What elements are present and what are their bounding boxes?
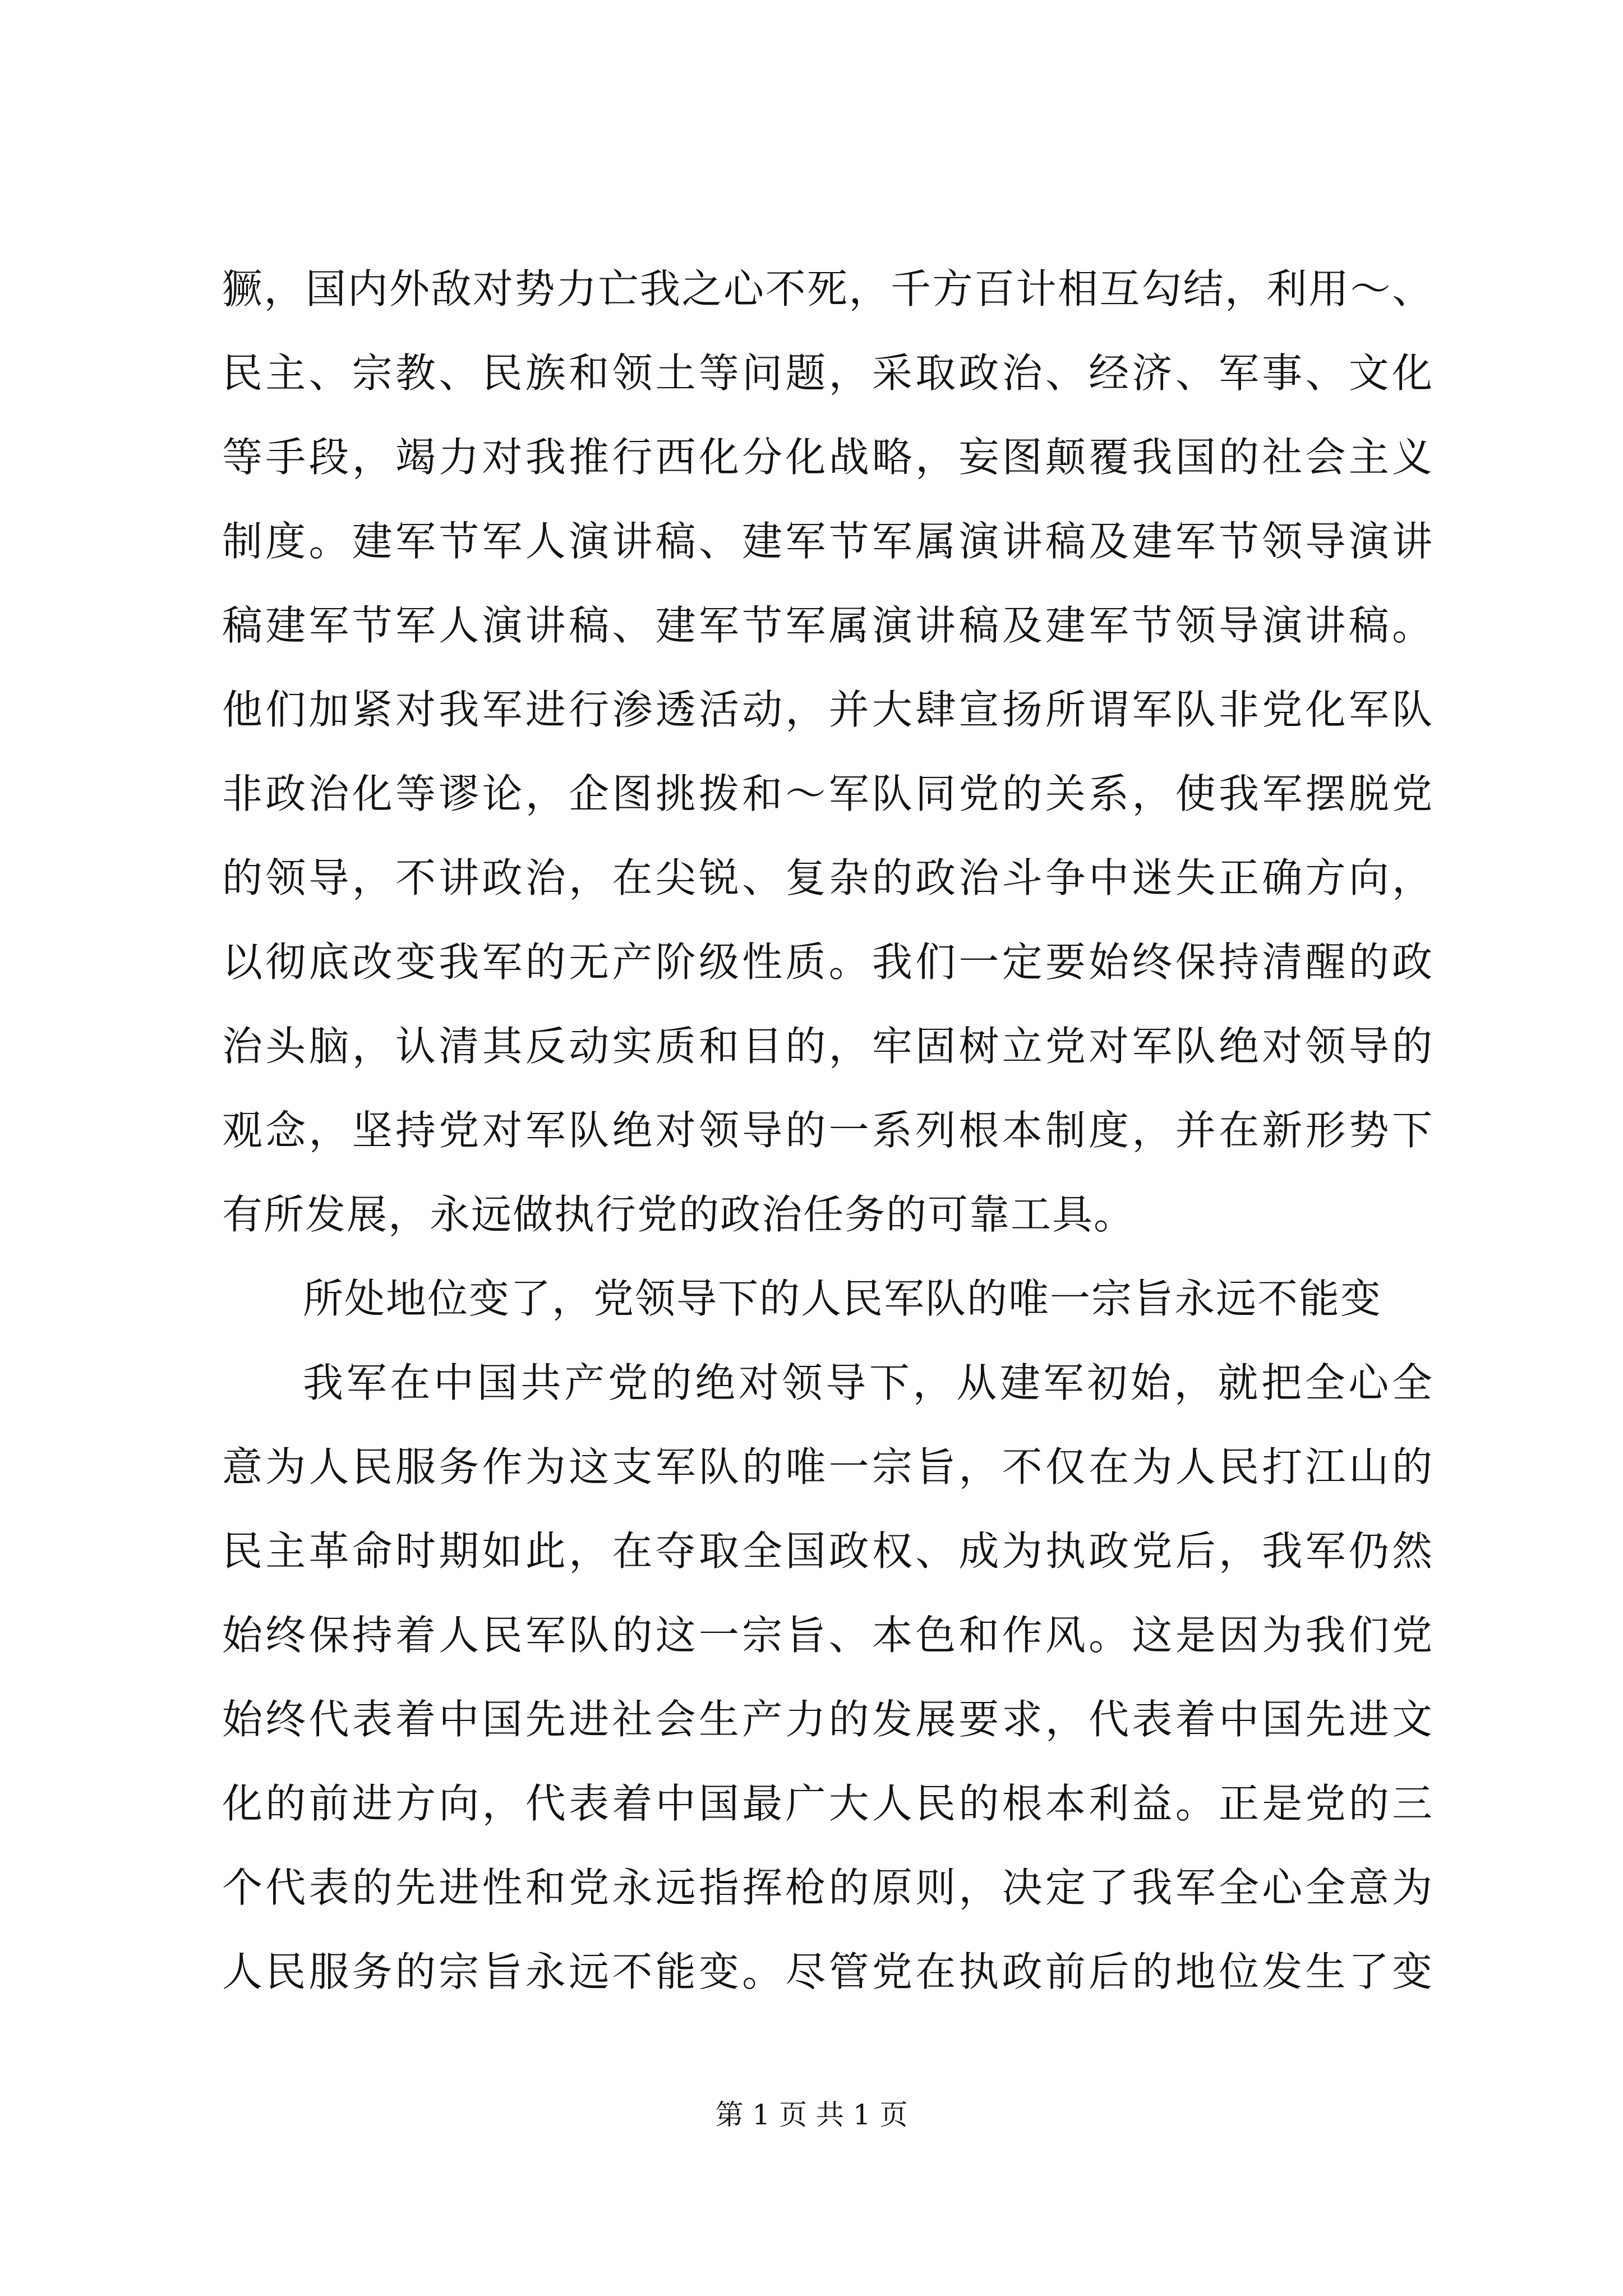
- text-line: 观念，坚持党对军队绝对领导的一系列根本制度，并在新形势下: [222, 1107, 1433, 1154]
- body-text: [222, 247, 1433, 2014]
- text-line: 獗，国内外敌对势力亡我之心不死，千方百计相互勾结，利用～、: [222, 265, 1433, 312]
- text-line: 始终代表着中国先进社会生产力的发展要求，代表着中国先进文: [222, 1696, 1433, 1743]
- text-line: 稿建军节军人演讲稿、建军节军属演讲稿及建军节领导演讲稿。: [222, 602, 1433, 649]
- text-line: 民主革命时期如此，在夺取全国政权、成为执政党后，我军仍然: [222, 1527, 1433, 1575]
- text-line: 个代表的先进性和党永远指挥枪的原则，决定了我军全心全意为: [222, 1864, 1433, 1911]
- text-line: 始终保持着人民军队的这一宗旨、本色和作风。这是因为我们党: [222, 1612, 1433, 1659]
- text-line: 治头脑，认清其反动实质和目的，牢固树立党对军队绝对领导的: [222, 1023, 1433, 1070]
- text-line: 有所发展，永远做执行党的政治任务的可靠工具。: [222, 1191, 1136, 1238]
- section-heading: 所处地位变了，党领导下的人民军队的唯一宗旨永远不能变: [303, 1275, 1382, 1322]
- text-line: 民主、宗教、民族和领土等问题，采取政治、经济、军事、文化: [222, 349, 1433, 397]
- text-line: 的领导，不讲政治，在尖锐、复杂的政治斗争中迷失正确方向，: [222, 854, 1433, 901]
- text-line: 他们加紧对我军进行渗透活动，并大肆宣扬所谓军队非党化军队: [222, 686, 1433, 733]
- text-line: 化的前进方向，代表着中国最广大人民的根本利益。正是党的三: [222, 1780, 1433, 1827]
- text-line: 制度。建军节军人演讲稿、建军节军属演讲稿及建军节领导演讲: [222, 518, 1433, 565]
- text-line: 意为人民服务作为这支军队的唯一宗旨，不仅在为人民打江山的: [222, 1443, 1433, 1490]
- text-line: 以彻底改变我军的无产阶级性质。我们一定要始终保持清醒的政: [222, 938, 1433, 986]
- text-line: 人民服务的宗旨永远不能变。尽管党在执政前后的地位发生了变: [222, 1948, 1433, 1995]
- text-line: 等手段，竭力对我推行西化分化战略，妄图颠覆我国的社会主义: [222, 434, 1433, 481]
- page-footer: 第 1 页 共 1 页: [715, 2099, 908, 2131]
- text-line: 非政治化等谬论，企图挑拨和～军队同党的关系，使我军摆脱党: [222, 770, 1433, 817]
- text-line: 我军在中国共产党的绝对领导下，从建军初始，就把全心全: [303, 1359, 1433, 1406]
